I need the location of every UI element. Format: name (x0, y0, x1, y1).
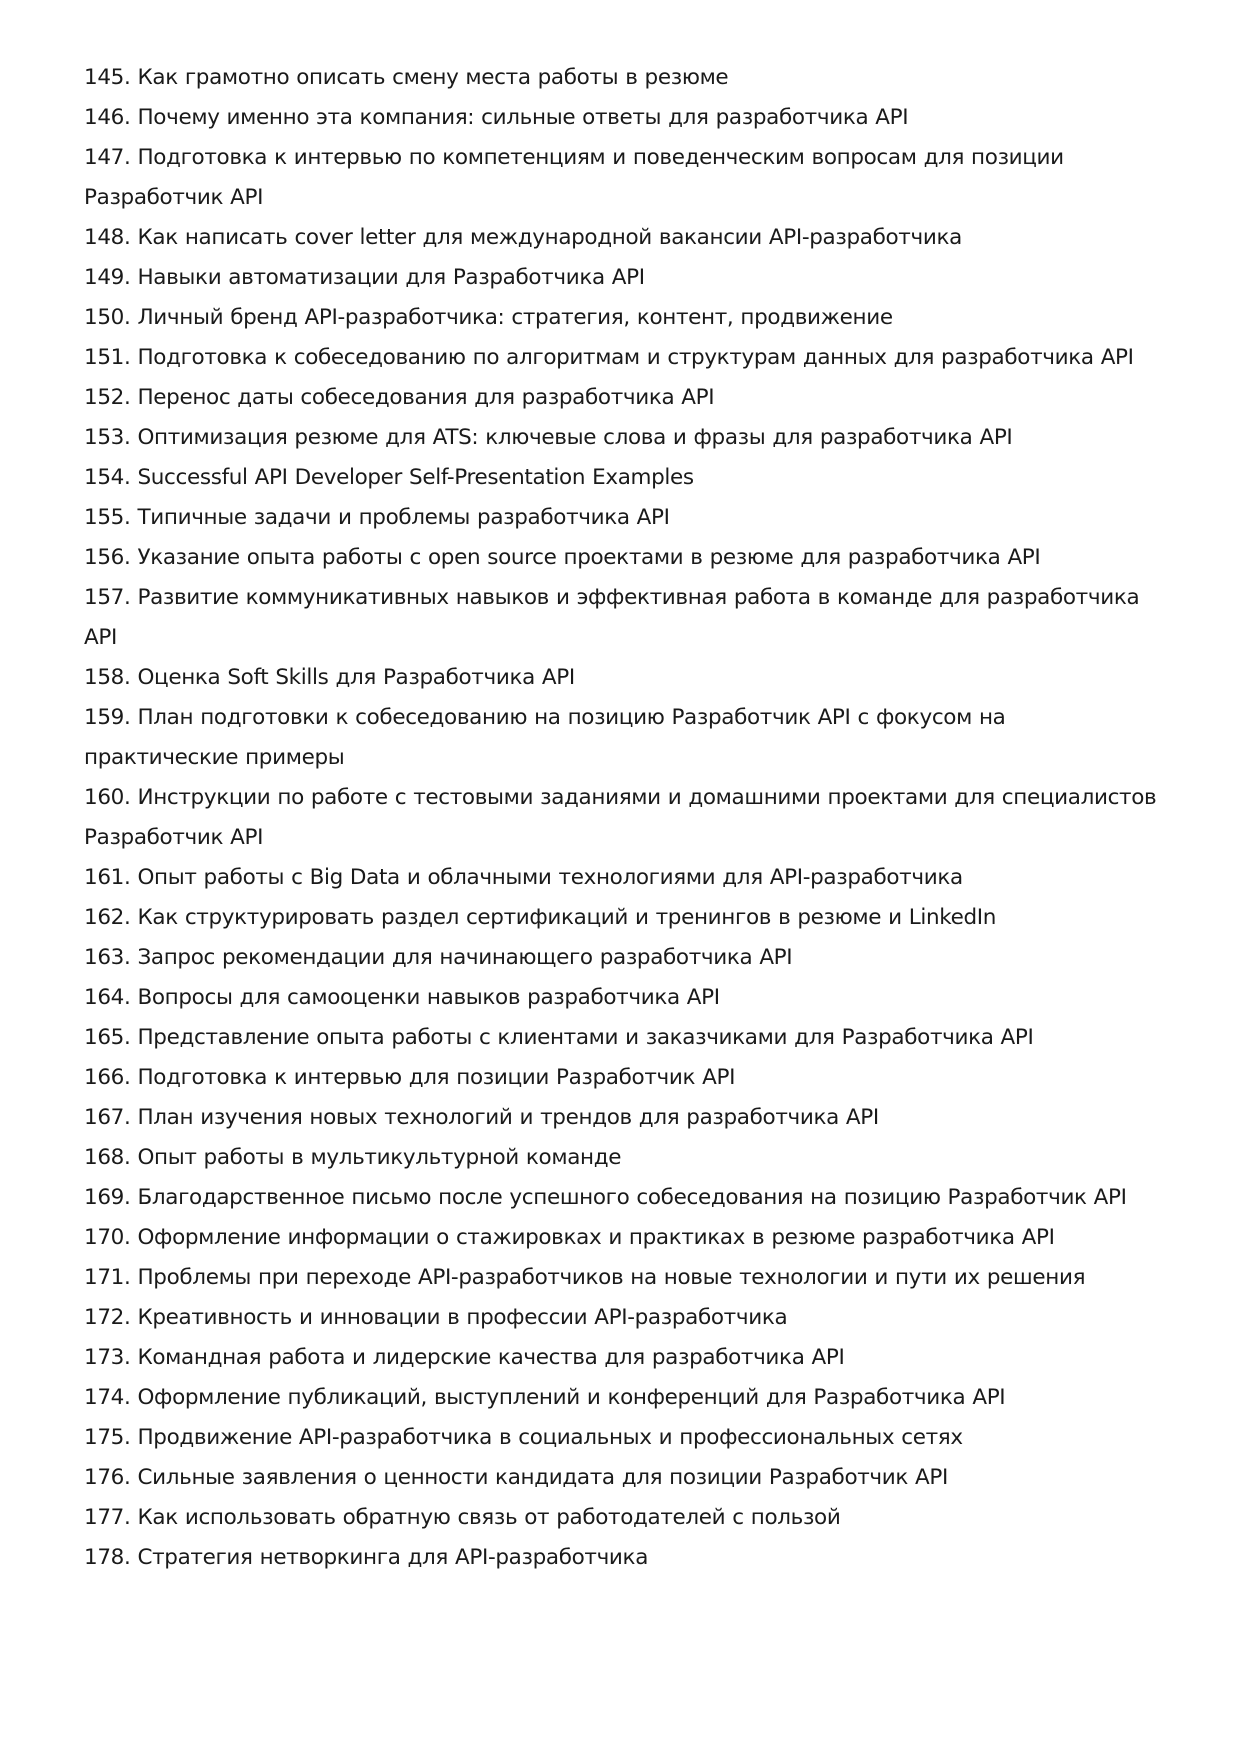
list-item (84, 1338, 1164, 1378)
list-item-number: 155. (84, 505, 131, 530)
list-item-text: Благодарственное письмо после успешного собеседования на позицию Разработчик API (137, 1185, 1127, 1210)
document-page (84, 58, 1164, 1578)
list-item-text: План подготовки к собеседованию на позицию Разработчик API с фокусом на практические примеры (84, 705, 1006, 770)
list-item-text: Креативность и инновации в профессии API-разработчика (137, 1305, 788, 1330)
list-item-text: Оценка Soft Skills для Разработчика API (137, 665, 575, 690)
list-item-number: 158. (84, 665, 131, 690)
list-item-text: Указание опыта работы с open source проектами в резюме для разработчика API (137, 545, 1041, 570)
list-item-text: Типичные задачи и проблемы разработчика API (137, 505, 670, 530)
list-item-text: Командная работа и лидерские качества для разработчика API (137, 1345, 845, 1370)
list-item-text: Почему именно эта компания: сильные ответы для разработчика API (137, 105, 909, 130)
list-item-number: 153. (84, 425, 131, 450)
list-item-number: 170. (84, 1225, 131, 1250)
list-item-text: Проблемы при переходе API-разработчиков на новые технологии и пути их решения (137, 1265, 1086, 1290)
list-item (84, 1458, 1164, 1498)
list-item-text: Подготовка к собеседованию по алгоритмам и структурам данных для разработчика API (137, 345, 1134, 370)
list-item-text: Подготовка к интервью по компетенциям и поведенческим вопросам для позиции Разработчик API (84, 145, 1064, 210)
list-item-number: 161. (84, 865, 131, 890)
list-item-number: 172. (84, 1305, 131, 1330)
list-item (84, 1018, 1164, 1058)
list-item-number: 157. (84, 585, 131, 610)
list-item-number: 167. (84, 1105, 131, 1130)
list-item-number: 147. (84, 145, 131, 170)
list-item (84, 1498, 1164, 1538)
list-item-number: 165. (84, 1025, 131, 1050)
list-item-text: Развитие коммуникативных навыков и эффективная работа в команде для разработчика API (84, 585, 1140, 650)
list-item (84, 378, 1164, 418)
list-item-number: 162. (84, 905, 131, 930)
list-item-text: Оформление информации о стажировках и практиках в резюме разработчика API (137, 1225, 1055, 1250)
list-item (84, 1138, 1164, 1178)
list-item-number: 152. (84, 385, 131, 410)
list-item-number: 154. (84, 465, 131, 490)
list-item-number: 164. (84, 985, 131, 1010)
list-item-text: Как использовать обратную связь от работодателей с пользой (137, 1505, 841, 1530)
list-item (84, 778, 1164, 858)
list-item (84, 498, 1164, 538)
list-item-text: Successful API Developer Self-Presentation Examples (137, 465, 694, 490)
list-item (84, 258, 1164, 298)
list-item-number: 149. (84, 265, 131, 290)
list-item-number: 177. (84, 1505, 131, 1530)
list-item (84, 1418, 1164, 1458)
list-item-text: Оформление публикаций, выступлений и конференций для Разработчика API (137, 1385, 1006, 1410)
list-item (84, 538, 1164, 578)
list-item-number: 160. (84, 785, 131, 810)
list-item (84, 858, 1164, 898)
list-item-number: 175. (84, 1425, 131, 1450)
list-item-number: 169. (84, 1185, 131, 1210)
list-item (84, 458, 1164, 498)
list-item-text: Опыт работы с Big Data и облачными технологиями для API-разработчика (137, 865, 963, 890)
list-item-text: План изучения новых технологий и трендов для разработчика API (137, 1105, 879, 1130)
list-item-number: 168. (84, 1145, 131, 1170)
list-item-number: 178. (84, 1545, 131, 1570)
list-item-number: 145. (84, 65, 131, 90)
list-item-number: 146. (84, 105, 131, 130)
list-item (84, 578, 1164, 658)
list-item-number: 148. (84, 225, 131, 250)
list-item-text: Стратегия нетворкинга для API-разработчика (137, 1545, 649, 1570)
list-item (84, 1378, 1164, 1418)
list-item-number: 159. (84, 705, 131, 730)
list-item (84, 1098, 1164, 1138)
list-item (84, 658, 1164, 698)
list-item (84, 1218, 1164, 1258)
list-item (84, 1178, 1164, 1218)
list-item-number: 173. (84, 1345, 131, 1370)
list-item-text: Инструкции по работе с тестовыми заданиями и домашними проектами для специалистов Разработчик API (84, 785, 1157, 850)
list-item-text: Навыки автоматизации для Разработчика API (137, 265, 645, 290)
list-item-number: 174. (84, 1385, 131, 1410)
list-item (84, 58, 1164, 98)
list-item (84, 98, 1164, 138)
list-item (84, 1258, 1164, 1298)
list-item-number: 171. (84, 1265, 131, 1290)
list-item-text: Оптимизация резюме для ATS: ключевые слова и фразы для разработчика API (137, 425, 1013, 450)
list-item-number: 156. (84, 545, 131, 570)
list-item-text: Как структурировать раздел сертификаций и тренингов в резюме и LinkedIn (137, 905, 997, 930)
list-item (84, 698, 1164, 778)
list-item-text: Опыт работы в мультикультурной команде (137, 1145, 622, 1170)
numbered-list (84, 58, 1164, 1578)
list-item-number: 163. (84, 945, 131, 970)
list-item-number: 150. (84, 305, 131, 330)
list-item-number: 166. (84, 1065, 131, 1090)
list-item (84, 418, 1164, 458)
list-item (84, 1538, 1164, 1578)
list-item (84, 298, 1164, 338)
list-item-text: Как грамотно описать смену места работы в резюме (137, 65, 729, 90)
list-item-number: 176. (84, 1465, 131, 1490)
list-item (84, 938, 1164, 978)
list-item-text: Запрос рекомендации для начинающего разработчика API (137, 945, 793, 970)
list-item (84, 338, 1164, 378)
list-item (84, 898, 1164, 938)
list-item-text: Как написать cover letter для международной вакансии API-разработчика (137, 225, 962, 250)
list-item (84, 218, 1164, 258)
list-item-text: Вопросы для самооценки навыков разработчика API (137, 985, 720, 1010)
list-item (84, 978, 1164, 1018)
list-item-text: Подготовка к интервью для позиции Разработчик API (137, 1065, 736, 1090)
list-item (84, 138, 1164, 218)
list-item-text: Представление опыта работы с клиентами и заказчиками для Разработчика API (137, 1025, 1034, 1050)
list-item (84, 1058, 1164, 1098)
list-item-number: 151. (84, 345, 131, 370)
list-item-text: Продвижение API-разработчика в социальных и профессиональных сетях (137, 1425, 963, 1450)
list-item-text: Личный бренд API-разработчика: стратегия, контент, продвижение (137, 305, 893, 330)
list-item (84, 1298, 1164, 1338)
list-item-text: Перенос даты собеседования для разработчика API (137, 385, 715, 410)
list-item-text: Сильные заявления о ценности кандидата для позиции Разработчик API (137, 1465, 948, 1490)
